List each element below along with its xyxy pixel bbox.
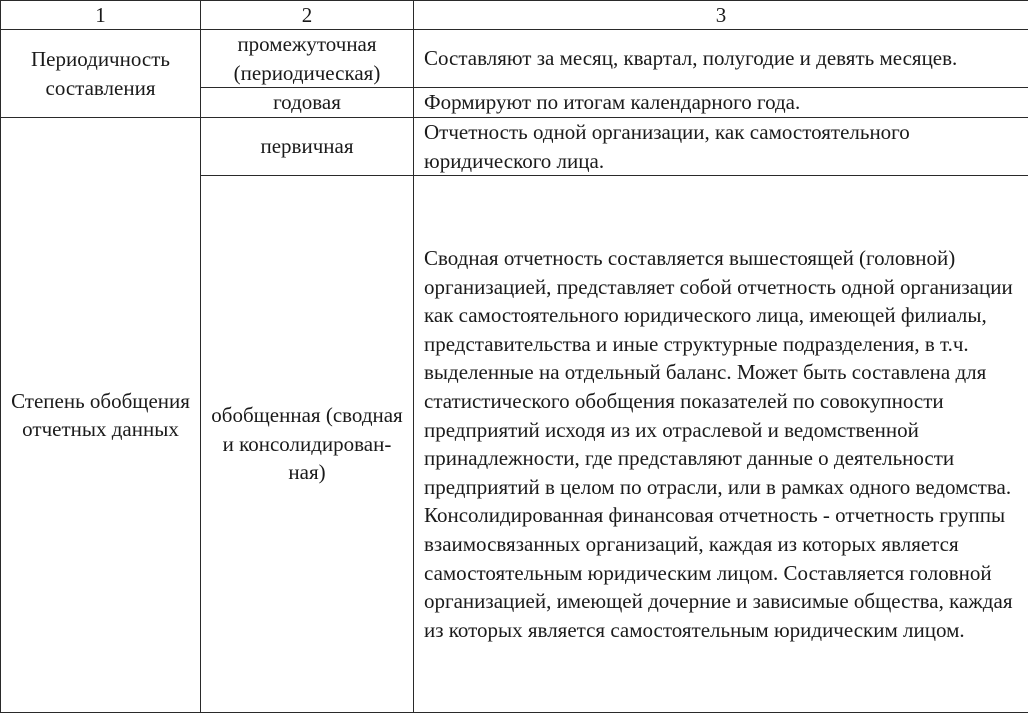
description-annual: Формируют по итогам календарного года. (414, 88, 1028, 118)
description-consolidated-financial: Консолидированная финансовая отчетность - отчетность группы взаимосвязанных организаций, каждая из которых является самостоятельным юридическим лицом. Составляется головной организацией, имеющей дочерние и зависимые общества, каждая из которых является самостоятельным юридическим лицом. (424, 503, 1013, 642)
description-consolidated-summary: Сводная отчетность составляется вышестоящей (головной) организацией, представляет собой отчетность одной организации как самостоятельного юридического лица, имеющей филиалы, представительства и иные структурные подразделения, в т.ч. выделенные на отдельный баланс. Может быть составлена для статистического обобщения показателей по совокупности предприятий исходя из их отраслевой и ведомственной принадлежности, где представляют данные о деятельности предприятий в целом по отрасли, или в рамках одного ведомства. (424, 246, 1013, 499)
criterion-periodicity: Периодичность составления (1, 30, 201, 118)
type-intermediate: промежуточная (периодическая) (201, 30, 414, 88)
table-row (1, 30, 1028, 88)
header-col-2: 2 (201, 1, 414, 30)
header-row (1, 1, 1028, 30)
header-col-1: 1 (1, 1, 201, 30)
header-col-3: 3 (414, 1, 1028, 30)
description-generalized (414, 176, 1028, 713)
type-generalized: обобщенная (сводная и консолидирован-ная) (201, 176, 414, 713)
type-primary: первичная (201, 118, 414, 176)
criterion-generalization: Степень обобщения отчетных данных (1, 118, 201, 713)
type-annual: годовая (201, 88, 414, 118)
description-intermediate: Составляют за месяц, квартал, полугодие и девять месяцев. (414, 30, 1028, 88)
table-row (1, 118, 1028, 176)
description-primary: Отчетность одной организации, как самостоятельного юридического лица. (414, 118, 1028, 176)
